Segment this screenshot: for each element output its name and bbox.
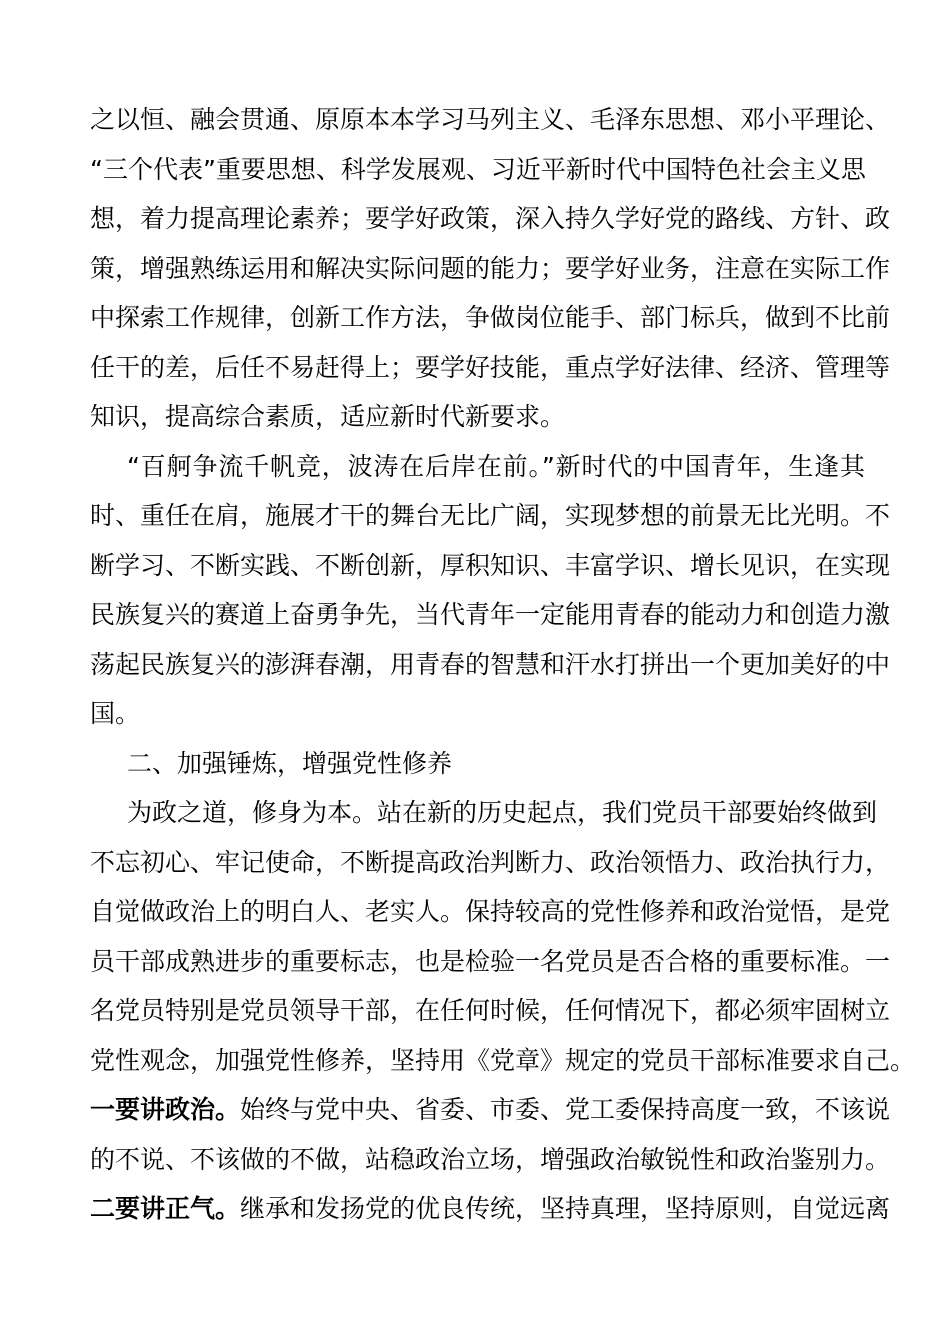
bold-lead-text: 一要讲政治。 [90,1095,241,1124]
text-line: 国。 [90,699,141,728]
text-line: 名党员特别是党员领导干部，在任何时候，任何情况下，都必须牢固树立 [90,996,891,1025]
text-line: 自觉做政治上的明白人、老实人。保持较高的党性修养和政治觉悟，是党 [90,897,891,926]
text-line [90,1184,891,1234]
text-line: 的不说、不该做的不做，站稳政治立场，增强政治敏锐性和政治鉴别力。 [90,1144,891,1174]
text-line: 之以恒、融会贯通、原原本本学习马列主义、毛泽东思想、邓小平理论、 [90,105,891,134]
line-rest-text: 继承和发扬党的优良传统，坚持真理，坚持原则，自觉远离 [240,1194,891,1223]
text-line: 中探索工作规律，创新工作方法，争做岗位能手、部门标兵，做到不比前 [90,303,891,332]
text-line: 为政之道，修身为本。站在新的历史起点，我们党员干部要始终做到 [127,798,878,827]
text-line: 任干的差，后任不易赶得上；要学好技能，重点学好法律、经济、管理等 [90,352,891,382]
bold-lead-text: 二要讲正气。 [90,1194,241,1223]
text-line: 时、重任在肩，施展才干的舞台无比广阔，实现梦想的前景无比光明。不 [90,501,891,530]
section-heading: 二、加强锤炼，增强党性修养 [127,748,453,778]
paragraph-3 [90,788,916,1234]
line-rest-text: 始终与党中央、省委、市委、党工委保持高度一致，不该说 [240,1095,891,1124]
text-line: “三个代表”重要思想、科学发展观、习近平新时代中国特色社会主义思 [90,154,866,184]
text-line: 断学习、不断实践、不断创新，厚积知识、丰富学识、增长见识，在实现 [90,550,891,580]
text-line [90,1085,891,1135]
paragraph-1 [90,95,891,442]
text-line: 荡起民族复兴的澎湃春潮，用青春的智慧和汗水打拼出一个更加美好的中 [90,649,891,679]
text-line: 想，着力提高理论素养；要学好政策，深入持久学好党的路线、方针、政 [90,204,891,233]
text-line: 知识，提高综合素质，适应新时代新要求。 [90,402,566,431]
text-line: “百舸争流千帆竞，波涛在后岸在前。”新时代的中国青年，生逢其 [127,451,865,481]
text-line: 党性观念，加强党性修养，坚持用《党章》规定的党员干部标准要求自己。 [90,1045,916,1075]
text-line: 策，增强熟练运用和解决实际问题的能力；要学好业务，注意在实际工作 [90,253,891,283]
text-line: 民族复兴的赛道上奋勇争先，当代青年一定能用青春的能动力和创造力激 [90,600,891,629]
text-line: 员干部成熟进步的重要标志，也是检验一名党员是否合格的重要标准。一 [90,946,891,976]
text-line: 不忘初心、牢记使命，不断提高政治判断力、政治领悟力、政治执行力， [90,847,891,877]
document-body [90,95,916,1234]
paragraph-2 [90,442,891,739]
